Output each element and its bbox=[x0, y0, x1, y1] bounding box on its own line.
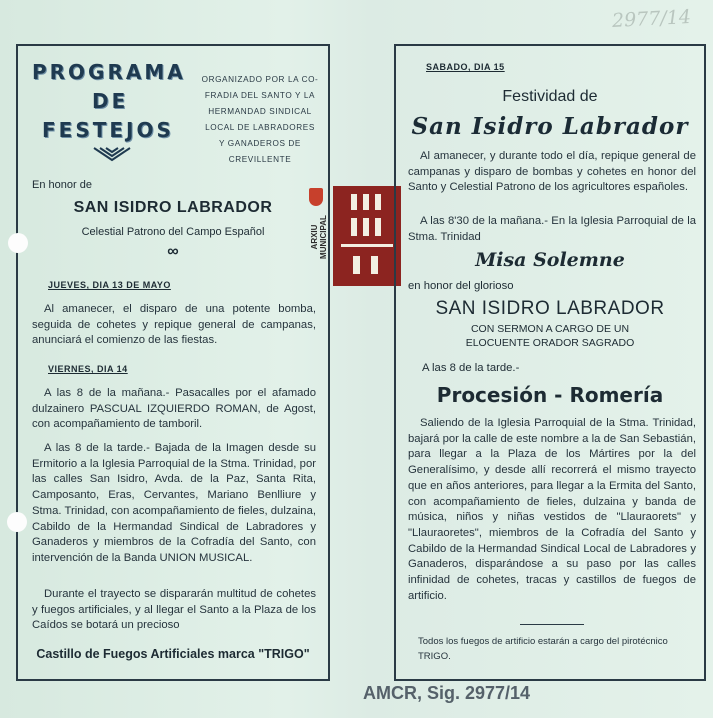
program-title-line3: FESTEJOS bbox=[42, 118, 174, 142]
stamp-building-icon bbox=[333, 186, 401, 286]
program-title-line1: PROGRAMA bbox=[32, 60, 186, 84]
stamp-vertical-text: ARXIU MUNICIPAL bbox=[310, 215, 328, 259]
day-friday-evening-text: A las 8 de la tarde.- Bajada de la Imagen desde su Ermitorio a la Iglesia Parroquial de la Stma. Trinidad, por las calles San Isidro, Avda. de la Paz, Santa Rita, Camposanto, Eras, Cervantes, Mariano Benlliure y Stma. Trinidad, con acompañamiento de fieles, dulzaina, Cabildo de la Hermandad Sindical de Labradores y Ganaderos y miembros de la Cofradía del Santo, con intervención de la Banda UNION MUSICAL. bbox=[32, 442, 316, 564]
program-title-line2: DE bbox=[92, 89, 129, 113]
handwritten-reference: 2977/14 bbox=[611, 5, 692, 33]
punch-hole bbox=[8, 233, 28, 253]
ornament-icon bbox=[92, 146, 132, 167]
honor-intro: En honor de bbox=[32, 179, 92, 191]
day-friday-morning-text: A las 8 de la mañana.- Pasacalles por el afamado dulzainero PASCUAL IZQUIERDO ROMAN, de Agost, con acompañamiento de tamboril. bbox=[32, 387, 316, 431]
procesion-romeria-title: Procesión - Romería bbox=[436, 383, 664, 407]
saint-name: SAN ISIDRO LABRADOR bbox=[73, 199, 273, 216]
evening-time-line: A las 8 de la tarde.- bbox=[422, 362, 520, 374]
saint-name-right: SAN ISIDRO LABRADOR bbox=[435, 298, 665, 319]
day-thursday-heading: JUEVES, DIA 13 DE MAYO bbox=[48, 280, 171, 290]
saint-subtitle: Celestial Patrono del Campo Español bbox=[81, 226, 265, 238]
sermon-line2: ELOCUENTE ORADOR SAGRADO bbox=[465, 337, 635, 349]
glorioso-line: en honor del glorioso bbox=[408, 280, 514, 292]
left-program-panel bbox=[16, 44, 330, 681]
misa-solemne-title: Misa Solemne bbox=[475, 249, 625, 271]
right-program-panel bbox=[394, 44, 706, 681]
day-thursday-text: Al amanecer, el disparo de una potente bomba, seguida de cohetes y repique general de campanas, anunciará el comienzo de las fiestas. bbox=[32, 303, 316, 347]
organizer-block: ORGANIZADO POR LA CO- FRADIA DEL SANTO Y LA HERMANDAD SINDICAL LOCAL DE LABRADORES Y GANADEROS DE CREVILLENTE bbox=[201, 75, 319, 164]
saturday-mass-time-text: A las 8'30 de la mañana.- En la Iglesia Parroquial de la Stma. Trinidad bbox=[408, 215, 696, 243]
punch-hole bbox=[7, 512, 27, 532]
crest-icon bbox=[309, 188, 323, 206]
saturday-dawn-text: Al amanecer, y durante todo el día, repique general de campanas y disparo de bombas y cohetes en honor del Santo y Celestial Patrono de los agricultores españoles. bbox=[408, 150, 696, 194]
ornament-divider: ∞ bbox=[167, 243, 179, 260]
archive-caption: AMCR, Sig. 2977/14 bbox=[363, 683, 531, 703]
footnote-divider bbox=[520, 624, 584, 625]
fireworks-footnote: Todos los fuegos de artificio estarán a cargo del pirotécnico TRIGO. bbox=[418, 636, 668, 662]
sermon-line1: CON SERMON A CARGO DE UN bbox=[470, 323, 630, 335]
saint-fancy-title: San Isidro Labrador bbox=[411, 113, 689, 140]
day-friday-heading: VIERNES, DIA 14 bbox=[48, 364, 128, 374]
procession-text: Saliendo de la Iglesia Parroquial de la Stma. Trinidad, bajará por la calle de este nombre a la de San Sebastián, para llegar a la Plaza de los Mártires por la del Generalísimo, y desde allí recorrerá el mismo trayecto que en años anteriores, para llegar a la Ermita del Santo, con acompañamiento de fieles, dulzaina y banda de música, niños y niñas vestidos de "Llauraorets" y "Llauraoretes", miembros de la Cofradía del Santo y Cabildo de la Hermandad Sindical Local de Labradores y Ganaderos, disparándose a su paso por las calles infinidad de cohetes, tracas y castillos de fuegos de artificio. bbox=[408, 417, 696, 602]
day-saturday-heading: SABADO, DIA 15 bbox=[426, 62, 505, 72]
arxiu-municipal-stamp bbox=[307, 188, 401, 290]
day-friday-trayecto-text: Durante el trayecto se dispararán multitud de cohetes y fuegos artificiales, y al llegar el Santo a la Plaza de los Caídos se botará un precioso bbox=[32, 588, 316, 632]
festividad-label: Festividad de bbox=[502, 88, 598, 105]
fireworks-castle-line: Castillo de Fuegos Artificiales marca "TRIGO" bbox=[36, 647, 310, 661]
